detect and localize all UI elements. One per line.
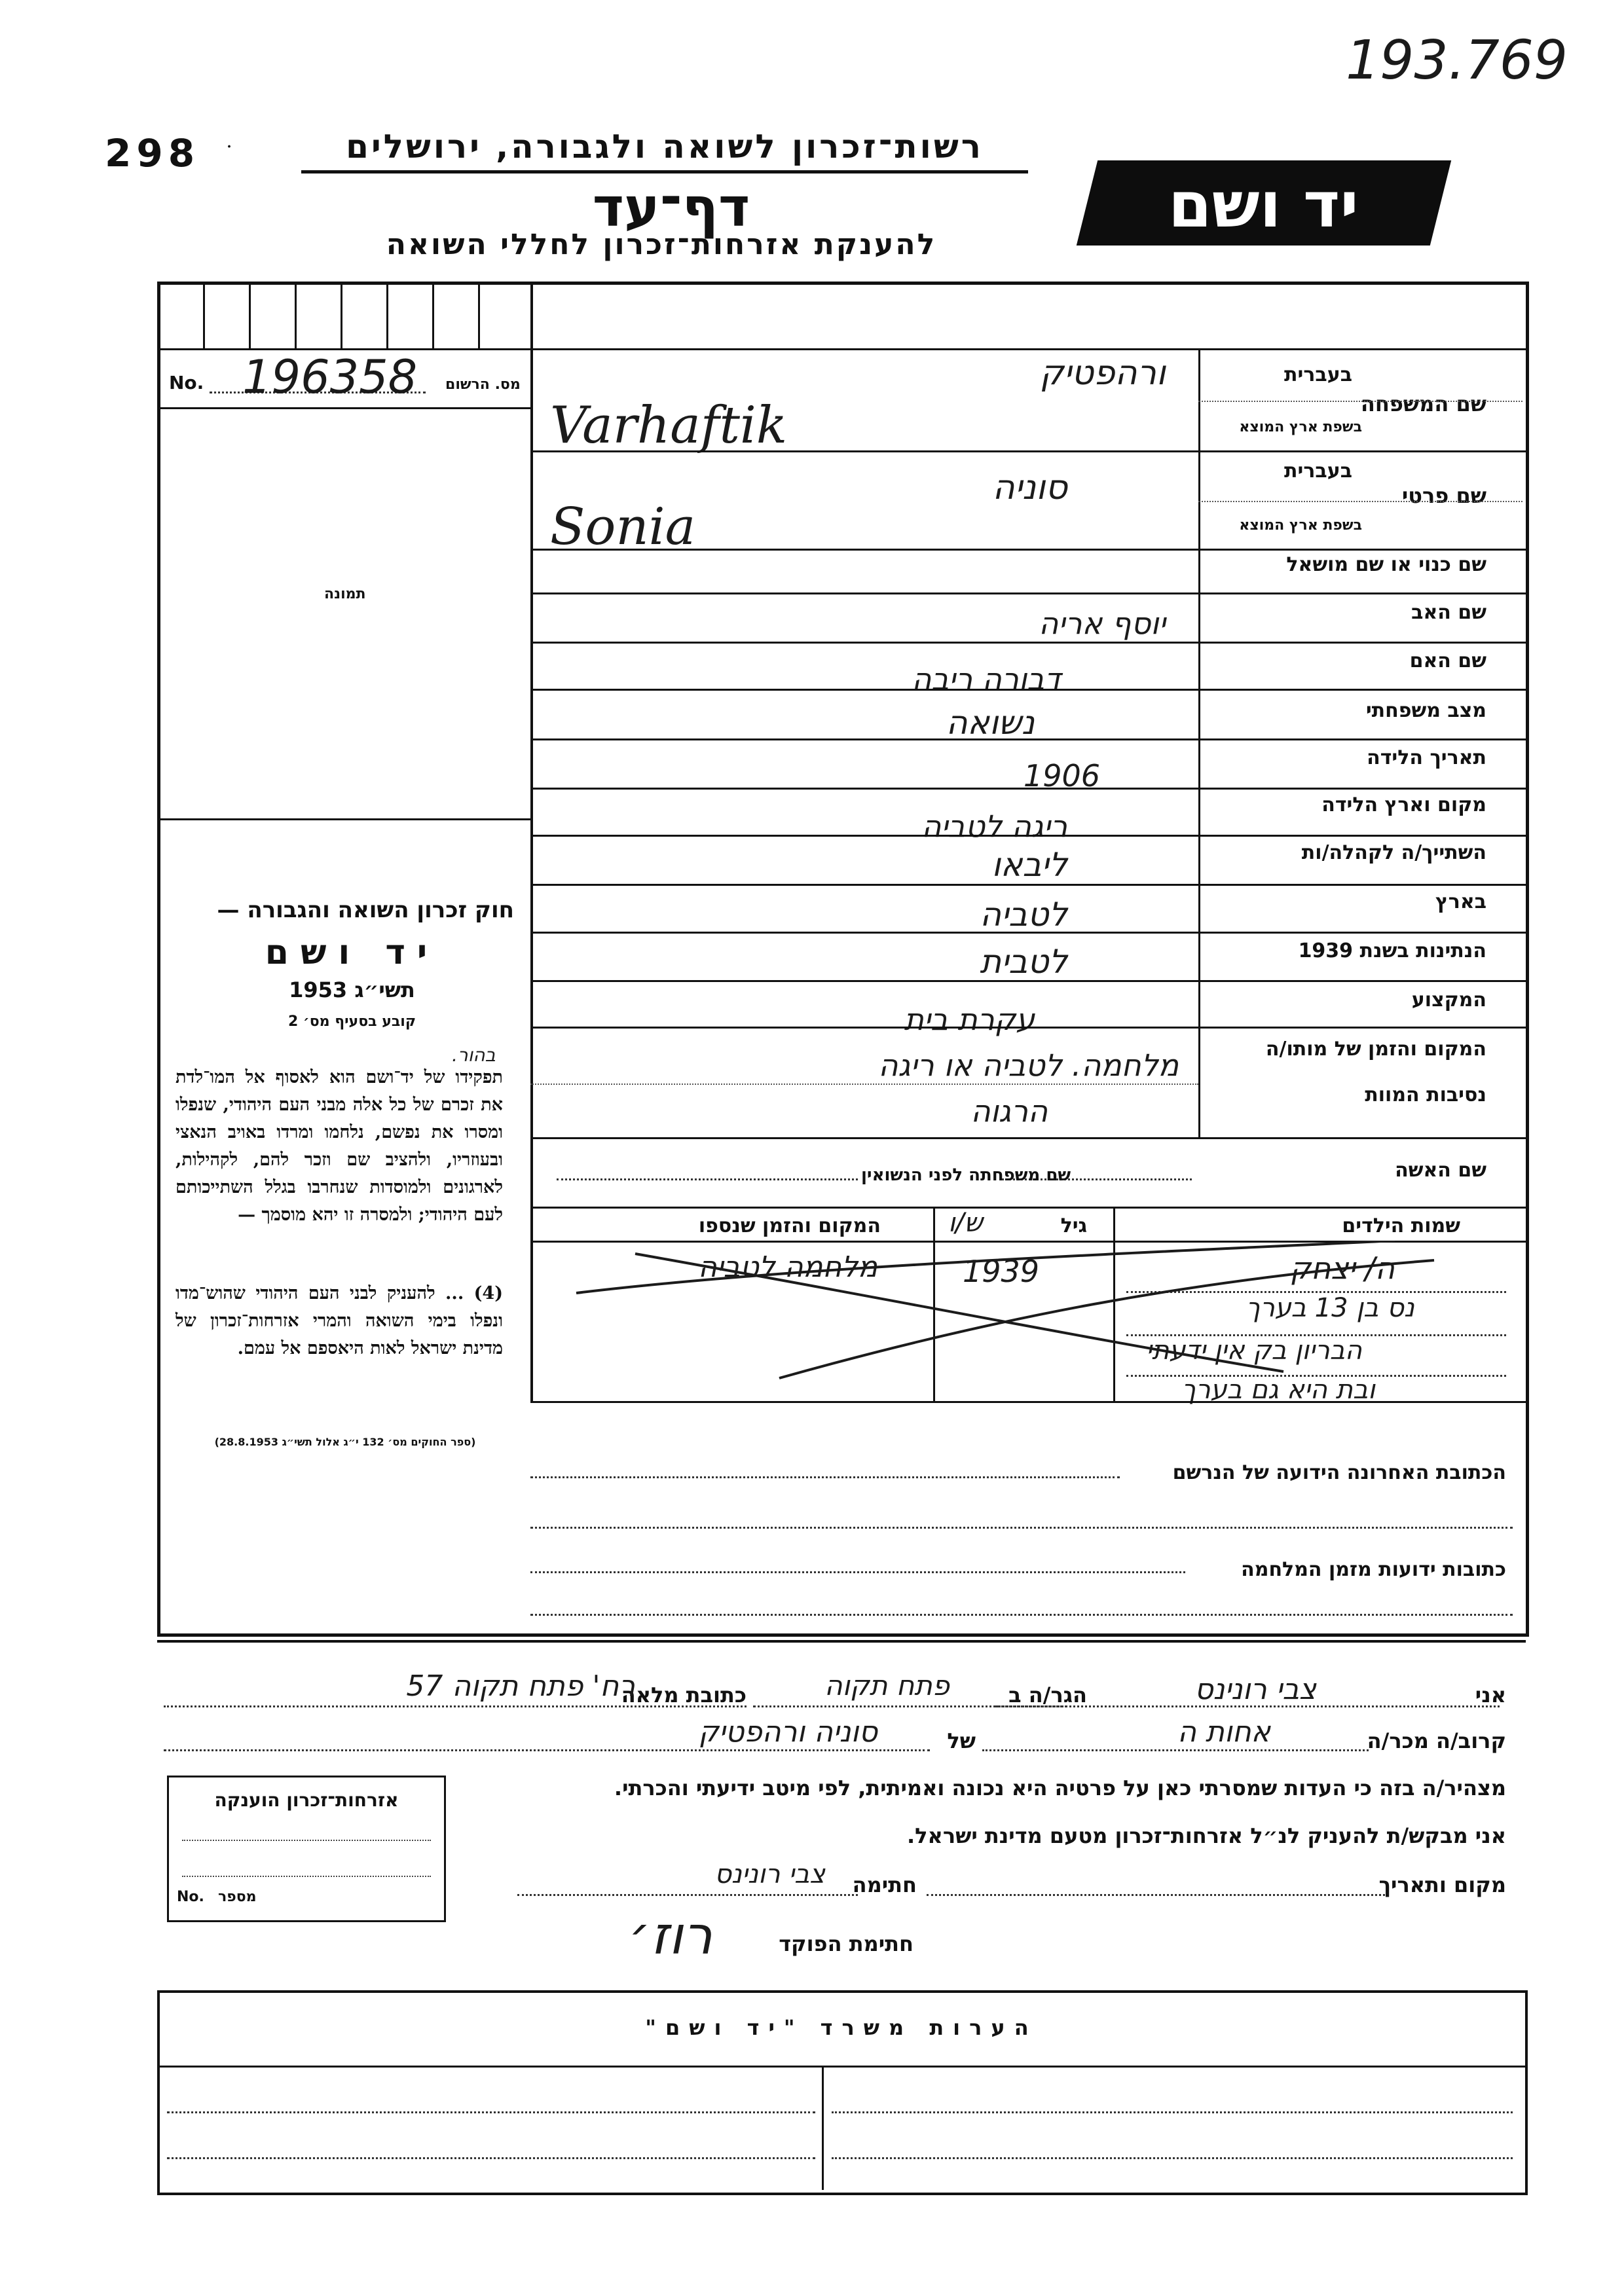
family-name-latin-value: Varhaftik	[550, 396, 788, 455]
death-place-value: מלחמה. לטביה או ריגה	[878, 1048, 1179, 1083]
declarant-address-value: רח' פתח תקוה 57	[406, 1669, 635, 1703]
citizenship-granted-box	[167, 1776, 446, 1922]
declarant-name-value: צבי רונינס	[1194, 1673, 1316, 1706]
death-cause-label: נסיבות המוות	[1365, 1084, 1486, 1106]
law-source: (ספר החוקים מס׳ 132 י״ג אלול תשי״ג 28.8.1953)	[214, 1436, 476, 1448]
photo-label: תמונה	[324, 586, 366, 602]
war-address-label: כתובות ידועות מזמן המלחמה	[1241, 1558, 1506, 1581]
child-entry-3: הבריון בק אין ידעתי	[1146, 1336, 1362, 1366]
children-names-header: שמות הילדים	[1342, 1214, 1460, 1237]
officer-signature-label: חתימת הפוקד	[779, 1931, 913, 1956]
citizenship-box-title: אזרחות־זכרון הוענקה	[214, 1789, 399, 1811]
birth-place-label: מקום וארץ הלידה	[1321, 793, 1486, 816]
mother-value: דבורה ריבה	[912, 661, 1061, 697]
child-entry-1: ה/ יצחק	[1289, 1250, 1395, 1286]
law-name: יד ושם	[265, 933, 439, 972]
left-column-divider	[530, 282, 533, 1401]
father-label: שם האב	[1411, 601, 1486, 624]
family-name-hebrew-value: ורהפטיק	[1039, 354, 1166, 393]
declarant-ani-label: אני	[1475, 1683, 1506, 1707]
first-name-label: שם פרטי	[1401, 483, 1486, 508]
org-underline	[301, 170, 1028, 173]
notes-title: הערות משרד "יד ושם"	[645, 2015, 1038, 2040]
father-value: יוסף אריה	[1039, 606, 1166, 641]
marital-status-label: מצב משפחתי	[1365, 699, 1486, 722]
last-address-label: הכתובת האחרונה הידועה של הנרשם	[1172, 1461, 1506, 1484]
children-crossout-marks	[530, 1241, 1526, 1401]
citizenship-1939-label: הנתינות בשנת 1939	[1298, 939, 1486, 962]
country-value: לטביה	[980, 896, 1067, 934]
death-cause-value: הרגוה	[970, 1093, 1048, 1129]
signature-label: חתימה	[852, 1872, 917, 1897]
declaration-line: מצהיר/ה בזה כי העדות שמסרתי כאן על פרטיה היא נכונה ואמיתית, לפי מיטב ידיעתי והכרתי.	[614, 1776, 1506, 1800]
law-title: חוק זכרון השואה והגבורה —	[217, 897, 514, 923]
registration-no-label: No.	[169, 372, 204, 393]
wife-label: שם האשה	[1395, 1159, 1486, 1182]
law-clause: קובע בסעיף מס׳ 2	[287, 1013, 416, 1030]
family-name-hebrew-label: בעברית	[1284, 363, 1352, 386]
declarant-resident-value: פתח תקוה	[824, 1669, 950, 1702]
children-year: 1939	[963, 1254, 1040, 1289]
request-line: אני מבקש/ת להעניק לנ״ל אזרחות־זכרון מטעם מדינת ישראל.	[907, 1823, 1506, 1848]
country-label: בארץ	[1435, 890, 1486, 913]
citizenship-box-no-label: No.	[177, 1889, 204, 1905]
profession-value: עקרת בית	[904, 1002, 1035, 1037]
yad-vashem-logo	[1077, 160, 1451, 246]
family-name-label: שם המשפחה	[1360, 392, 1486, 416]
declarant-address-label: כתובת מלאה	[621, 1683, 747, 1707]
child-entry-4: ובת היא גם בערך	[1181, 1375, 1375, 1405]
children-place-header: המקום והזמן שנספו	[698, 1214, 881, 1237]
form-subtitle: להענקת אזרחות־זכרון לחללי השואה	[386, 228, 937, 261]
archive-number: 193.769	[1346, 29, 1568, 92]
birth-date-value: 1906	[1023, 758, 1100, 793]
law-year: תשי״ג 1953	[289, 977, 415, 1002]
citizenship-box-number-label: מספר	[218, 1889, 257, 1905]
signature-value: צבי רונינס	[714, 1859, 825, 1889]
first-name-latin-value: Sonia	[550, 498, 696, 556]
death-place-label: המקום והזמן של מותו/ה	[1265, 1038, 1486, 1061]
label-column-divider	[1198, 348, 1200, 1137]
fields-top-line	[530, 348, 1526, 350]
notes-divider	[822, 2066, 824, 2190]
child-entry-2: נס בן 13 בערך	[1246, 1293, 1414, 1323]
declarant-resident-label: הגר/ה ב	[1008, 1683, 1087, 1707]
profession-label: המקצוע	[1411, 989, 1486, 1011]
officer-signature-value: רוז׳	[629, 1905, 712, 1966]
community-label: השתייך/ה לקהלה/ות	[1301, 841, 1486, 864]
mother-label: שם האם	[1409, 649, 1486, 672]
children-age-header: גיל	[1060, 1214, 1087, 1237]
logo-text: יד ושם	[1168, 168, 1359, 242]
law-marginal-note: בהור.	[452, 1044, 496, 1066]
nickname-label: שם כנוי או שם מושאל	[1286, 553, 1486, 576]
law-paragraph-1: תפקידו של יד־ושם הוא לאסוף אל המו־לדת את זכרם של כל אלה מבני העם היהודי, שנפלו ומסרו את נפשם, נלחמו ומרדו באויב הנאצי ובעוזריו, ולהציב שם וזכר להם, לקהילות, לארגונים ולמוסדות שנחרבו בגלל השתייכותם לעם היהודי; ולמסרה זו יהא מוסמך —	[175, 1067, 503, 1225]
declarant-of-label: של	[947, 1728, 976, 1753]
marital-status-value: נשואה	[946, 704, 1035, 742]
place-date-label: מקום ותאריך	[1378, 1872, 1506, 1897]
law-paragraph-2: (4) ... להעניק לבני העם היהודי שהוש־מדו ונפלו בימי השואה והמרי אזרחות־זכרון של מדינת ישראל לאות היאספם אל עמם.	[175, 1283, 503, 1358]
family-name-origin-label: בשפת ארץ המוצא	[1239, 419, 1362, 435]
organization-line: רשות־זכרון לשואה ולגבורה, ירושלים	[346, 128, 984, 166]
declarant-relation-label: קרוב/ה מכר/ה	[1367, 1728, 1506, 1753]
first-name-origin-label: בשפת ארץ המוצא	[1239, 517, 1362, 534]
citizenship-1939-value: לטבית	[980, 943, 1067, 981]
photo-area-bottom	[157, 818, 530, 820]
first-name-hebrew-value: סוניה	[992, 468, 1067, 507]
birth-date-label: תאריך הלידה	[1367, 746, 1486, 769]
children-age-mark: ש/ו	[948, 1208, 983, 1238]
registration-label: מס. הרשום	[445, 376, 521, 393]
first-name-hebrew-label: בעברית	[1284, 460, 1352, 483]
birth-place-value: ריגה לטביה	[921, 809, 1067, 844]
declarant-relation-value: אחות ה	[1177, 1715, 1270, 1749]
community-value: ליבאו	[991, 846, 1067, 884]
form-title: דף־עד	[592, 177, 750, 239]
page-number: 298	[105, 131, 200, 175]
children-place: מלחמה לטביה	[698, 1250, 877, 1284]
registration-number: 196358	[242, 350, 418, 404]
declarant-section-top	[157, 1640, 1526, 1643]
wife-maiden-label: שם משפחתה לפני הנשואין	[861, 1165, 1071, 1185]
declarant-of-value: סוניה ורהפטיק	[698, 1715, 877, 1749]
